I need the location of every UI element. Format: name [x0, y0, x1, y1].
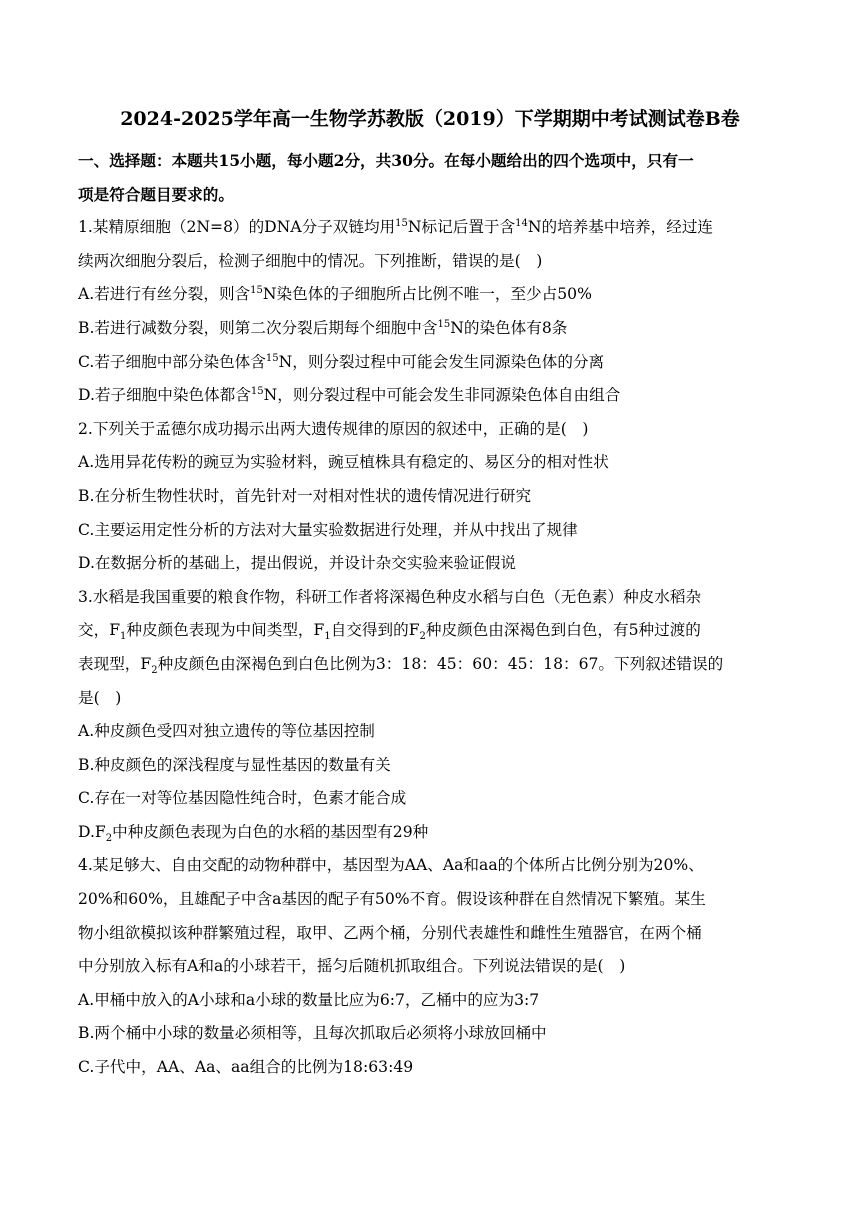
q3-option-a: A.种皮颜色受四对独立遗传的等位基因控制 — [78, 722, 375, 741]
q4-stem-line-1: 4.某足够大、自由交配的动物种群中，基因型为AA、Aa和aa的个体所占比例分别为20%、 — [78, 856, 704, 875]
q3-option-d: $D.F_2$中种皮颜色表现为白色的水稻的基因型有29种 — [78, 822, 429, 844]
q2-option-d: D.在数据分析的基础上，提出假说，并设计杂交实验来验证假说 — [78, 554, 516, 573]
q3-stem-line-3: 表现型，$F_2$种皮颜色由深褐色到白色比例为3：18：45：60：45：18：67。下列叙述错误的 — [78, 654, 724, 677]
q4-option-a: A.甲桶中放入的A小球和a小球的数量比应为6:7，乙桶中的应为3:7 — [78, 990, 540, 1009]
section-heading-line-1: 一、选择题：本题共15小题，每小题2分，共30分。在每小题给出的四个选项中，只有一 — [78, 151, 694, 170]
q1-option-c: C.若子细胞中部分染色体含$^{15}$N，则分裂过程中可能会发生同源染色体的分离 — [78, 352, 605, 371]
q1-stem-line-1: 1.某精原细胞（2N=8）的DNA分子双链均用$^{15}$N标记后置于含$^{14}$N的培养基中培养，经过连 — [78, 218, 714, 237]
q2-stem: 2.下列关于孟德尔成功揭示出两大遗传规律的原因的叙述中，正确的是( ) — [78, 419, 589, 438]
q2-option-a: A.选用异花传粉的豌豆为实验材料，豌豆植株具有稳定的、易区分的相对性状 — [78, 453, 609, 472]
section-heading-line-2: 项是符合题目要求的。 — [78, 184, 234, 204]
q3-stem-line-1: 3.水稻是我国重要的粮食作物，科研工作者将深褐色种皮水稻与白色（无色素）种皮水稻杂 — [78, 587, 702, 606]
q4-option-c: C.子代中，AA、Aa、aa组合的比例为18:63:49 — [78, 1058, 414, 1077]
q2-option-c: C.主要运用定性分析的方法对大量实验数据进行处理，并从中找出了规律 — [78, 520, 578, 539]
q4-stem-line-3: 物小组欲模拟该种群繁殖过程，取甲、乙两个桶，分别代表雄性和雌性生殖器官，在两个桶 — [78, 923, 702, 942]
q3-option-c: C.存在一对等位基因隐性纯合时，色素才能合成 — [78, 789, 407, 808]
q3-stem-line-2: 交，$F_1$种皮颜色表现为中间类型，$F_1$自交得到的$F_2$种皮颜色由深褐色到白色，有5种过渡的 — [78, 621, 701, 643]
q1-option-d: D.若子细胞中染色体都含$^{15}$N，则分裂过程中可能会发生非同源染色体自由组合 — [78, 385, 621, 405]
q3-stem-line-4: 是( ) — [78, 688, 122, 707]
document-body — [78, 144, 786, 1085]
q3-option-b: B.种皮颜色的深浅程度与显性基因的数量有关 — [78, 755, 391, 774]
q1-option-a: A.若进行有丝分裂，则含$^{15}$N染色体的子细胞所占比例不唯一，至少占50% — [78, 285, 592, 304]
q4-stem-line-2: 20%和60%，且雄配子中含a基因的配子有50%不育。假设该种群在自然情况下繁殖。某生 — [78, 890, 706, 909]
q1-option-b: B.若进行减数分裂，则第二次分裂后期每个细胞中含$^{15}$N的染色体有8条 — [78, 318, 568, 337]
q4-option-b: B.两个桶中小球的数量必须相等，且每次抓取后必须将小球放回桶中 — [78, 1024, 547, 1043]
q2-option-b: B.在分析生物性状时，首先针对一对相对性状的遗传情况进行研究 — [78, 486, 532, 505]
document-title: 2024-2025学年高一生物学苏教版（2019）下学期期中考试测试卷B卷 — [120, 108, 740, 130]
q1-stem-line-2: 续两次细胞分裂后，检测子细胞中的情况。下列推断，错误的是( ) — [78, 251, 543, 270]
q4-stem-line-4: 中分别放入标有A和a的小球若干，摇匀后随机抓取组合。下列说法错误的是( ) — [78, 957, 626, 976]
